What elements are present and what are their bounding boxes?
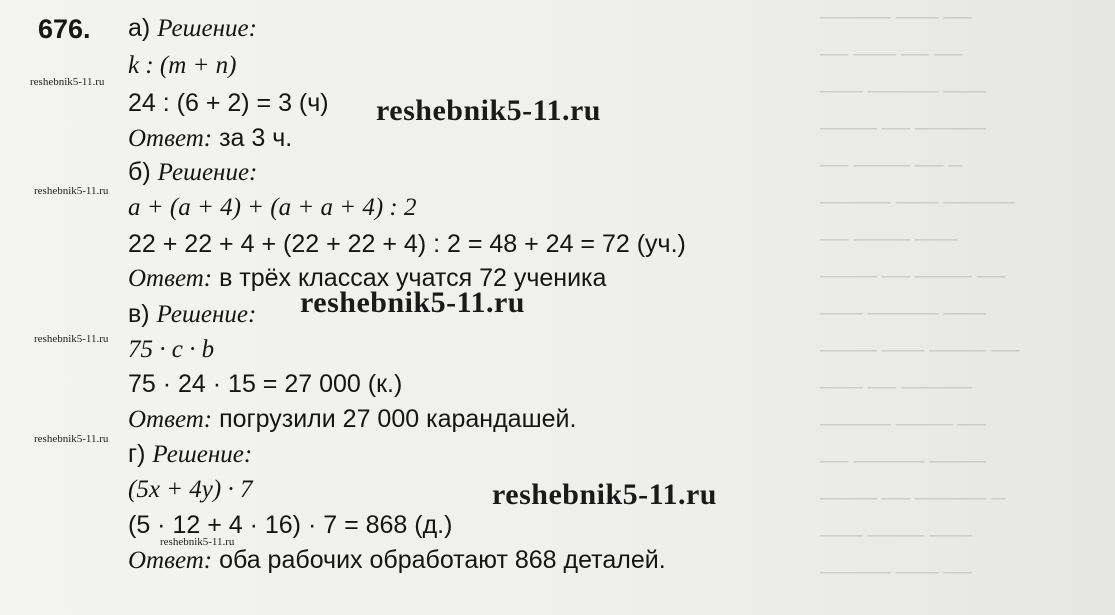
part-b-heading (128, 158, 257, 187)
watermark-large: reshebnik5-11.ru (300, 286, 525, 319)
part-letter: в) (128, 300, 150, 328)
answer-label: Ответ: (128, 125, 213, 152)
calculation-line: (5 · 12 + 4 · 16) · 7 = 868 (д.) (128, 511, 453, 539)
formula-line: (5x + 4y) · 7 (128, 476, 253, 503)
answer-text: оба рабочих обработают 868 деталей. (219, 546, 666, 574)
answer-line (128, 546, 666, 575)
bleed-through-text: ───── ─── ── ── ─── ── ── ─── ───── ─── ──── ── ───── ── ──── ── ─ ───── ─── ───── ── ──── ─── ──── ── ──── ── ─── ───── ─── ──── ─── ──── ── ─── ── ───── ───── ──── ── ── ───── ──── ──── ── ───── ─ ─── ──── ─── ───── ─── ── (820, 7, 1020, 584)
formula-line: a + (a + 4) + (a + a + 4) : 2 (128, 194, 417, 221)
solution-label: Решение: (157, 159, 258, 186)
watermark-large: reshebnik5-11.ru (492, 478, 717, 511)
watermark-small: reshebnik5-11.ru (34, 433, 109, 445)
calculation-line: 75 · 24 · 15 = 27 000 (к.) (128, 370, 403, 398)
answer-line (128, 405, 576, 434)
part-d-heading (128, 440, 252, 469)
answer-text: погрузили 27 000 карандашей. (219, 405, 577, 433)
part-letter: б) (128, 158, 151, 186)
watermark-small: reshebnik5-11.ru (34, 185, 109, 197)
answer-label: Ответ: (128, 265, 213, 292)
watermark-large: reshebnik5-11.ru (376, 94, 601, 127)
answer-label: Ответ: (128, 547, 213, 574)
solution-label: Решение: (157, 15, 257, 42)
solution-label: Решение: (156, 301, 257, 328)
problem-number: 676. (38, 14, 91, 44)
formula-line: 75 · c · b (128, 336, 215, 363)
calculation-line: 22 + 22 + 4 + (22 + 22 + 4) : 2 = 48 + 24 = 72 (уч.) (128, 230, 686, 258)
part-letter: г) (128, 440, 146, 468)
calculation-line: 24 : (6 + 2) = 3 (ч) (128, 89, 329, 117)
answer-text: за 3 ч. (219, 124, 293, 152)
solution-label: Решение: (152, 441, 253, 468)
watermark-small: reshebnik5-11.ru (160, 536, 235, 548)
part-a-heading (128, 14, 257, 43)
watermark-small: reshebnik5-11.ru (30, 76, 105, 88)
formula-line: k : (m + n) (128, 52, 237, 79)
part-letter: а) (128, 14, 151, 42)
answer-text: в трёх классах учатся 72 ученика (219, 264, 607, 292)
answer-label: Ответ: (128, 406, 213, 433)
part-c-heading (128, 300, 256, 329)
answer-line (128, 124, 292, 153)
watermark-small: reshebnik5-11.ru (34, 333, 109, 345)
